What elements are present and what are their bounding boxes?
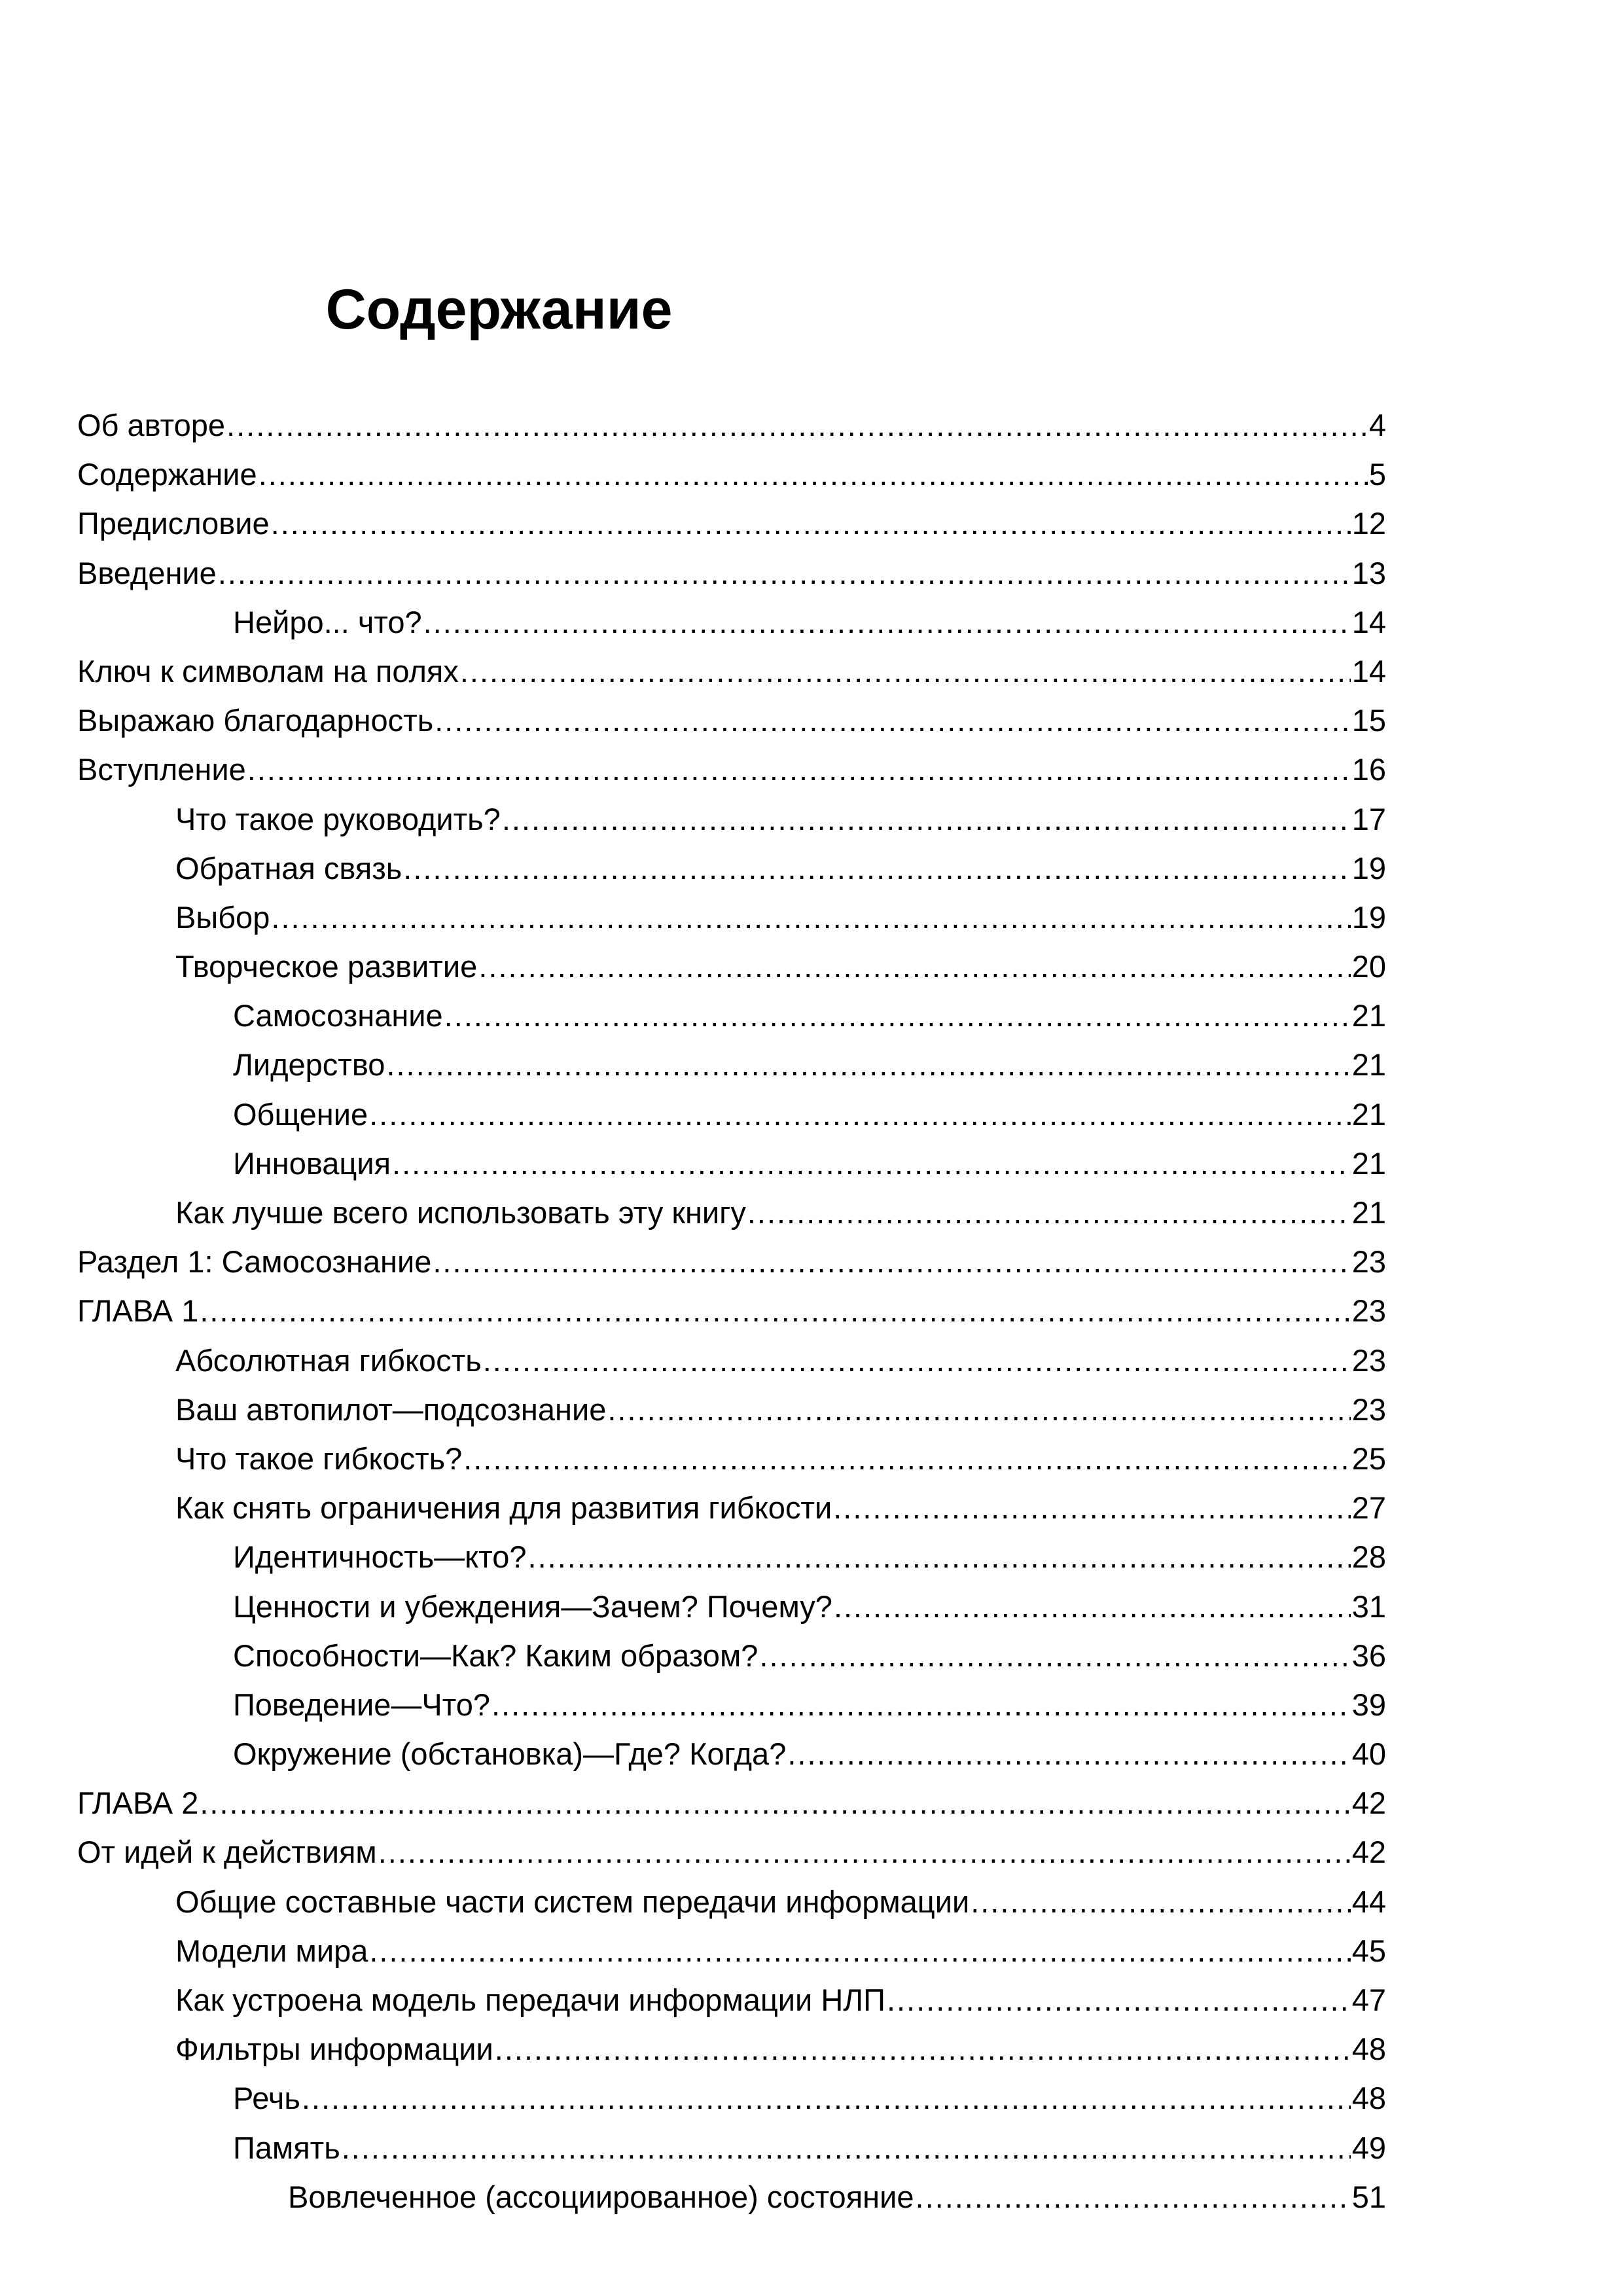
toc-entry-title: Модели мира	[175, 1933, 368, 1968]
toc-entry-page-number: 42	[1351, 1785, 1386, 1821]
toc-entry-page-number: 36	[1351, 1638, 1386, 1673]
toc-entry[interactable]	[77, 450, 1386, 499]
toc-entry[interactable]	[77, 1975, 1386, 2024]
dot-leader	[271, 499, 1351, 548]
dot-leader	[259, 450, 1368, 499]
toc-entry[interactable]	[77, 647, 1386, 696]
dot-leader	[971, 1877, 1350, 1926]
dot-leader	[759, 1631, 1350, 1680]
toc-entry-title: От идей к действиям	[77, 1835, 377, 1870]
toc-entry-title: Идентичность—кто?	[233, 1539, 527, 1575]
toc-entry-title: Содержание	[77, 457, 257, 492]
dot-leader	[302, 2073, 1351, 2123]
dot-leader	[403, 844, 1350, 893]
toc-entry-title: Окружение (обстановка)—Где? Когда?	[233, 1736, 787, 1772]
dot-leader	[747, 1188, 1351, 1237]
toc-entry-page-number: 45	[1351, 1933, 1386, 1968]
toc-entry-page-number: 25	[1351, 1441, 1386, 1476]
toc-entry-title: Что такое гибкость?	[175, 1441, 463, 1476]
toc-entry-page-number: 40	[1351, 1736, 1386, 1772]
dot-leader	[495, 2024, 1351, 2073]
toc-entry-page-number: 15	[1351, 703, 1386, 738]
toc-entry-title: Как устроена модель передачи информации НЛП	[175, 1982, 885, 2017]
toc-entry-title: Память	[233, 2130, 340, 2165]
dot-leader	[444, 991, 1351, 1040]
toc-entry[interactable]	[77, 1237, 1386, 1286]
toc-entry-page-number: 19	[1351, 850, 1386, 886]
toc-entry-title: Ценности и убеждения—Зачем? Почему?	[233, 1588, 832, 1624]
dot-leader	[460, 647, 1351, 696]
toc-entry-title: Творческое развитие	[175, 949, 478, 984]
toc-entry-page-number: 42	[1351, 1835, 1386, 1870]
dot-leader	[386, 1040, 1350, 1089]
toc-entry[interactable]	[77, 1778, 1386, 1827]
toc-entry-title: Поведение—Что?	[233, 1687, 490, 1722]
toc-entry-title: Фильтры информации	[175, 2032, 493, 2067]
toc-entry[interactable]	[77, 795, 1386, 844]
toc-entry[interactable]	[77, 1139, 1386, 1188]
toc-entry[interactable]	[77, 1827, 1386, 1876]
toc-entry[interactable]	[77, 1434, 1386, 1483]
dot-leader	[271, 893, 1350, 942]
toc-entry-page-number: 19	[1351, 899, 1386, 935]
toc-entry-title: Вовлеченное (ассоциированное) состояние	[288, 2179, 914, 2214]
toc-entry-page-number: 23	[1351, 1293, 1386, 1329]
toc-entry-page-number: 23	[1351, 1244, 1386, 1280]
dot-leader	[483, 1336, 1351, 1385]
toc-entry[interactable]	[77, 2123, 1386, 2172]
dot-leader	[463, 1434, 1350, 1483]
toc-entry-page-number: 48	[1351, 2032, 1386, 2067]
page-title: Содержание	[325, 278, 673, 341]
toc-entry-title: Об авторе	[77, 408, 226, 442]
toc-entry-page-number: 23	[1351, 1342, 1386, 1378]
toc-entry-title: Что такое руководить?	[175, 801, 501, 836]
dot-leader	[478, 942, 1350, 991]
toc-entry-title: ГЛАВА 1	[77, 1293, 199, 1329]
toc-entry-page-number: 20	[1351, 949, 1386, 984]
toc-entry-title: Способности—Как? Каким образом?	[233, 1638, 758, 1673]
toc-entry-page-number: 31	[1351, 1588, 1386, 1624]
toc-entry[interactable]	[77, 548, 1386, 598]
toc-entry-page-number: 4	[1368, 408, 1386, 442]
dot-leader	[200, 1778, 1350, 1827]
toc-entry[interactable]	[77, 2073, 1386, 2123]
dot-leader	[200, 1286, 1350, 1335]
toc-entry[interactable]	[77, 2172, 1386, 2221]
toc-entry-page-number: 48	[1351, 2081, 1386, 2116]
toc-entry-page-number: 39	[1351, 1687, 1386, 1722]
toc-entry-title: Самосознание	[233, 998, 443, 1033]
toc-entry-page-number: 16	[1351, 752, 1386, 787]
toc-entry-title: Как лучше всего использовать эту книгу	[175, 1195, 746, 1230]
dot-leader	[226, 401, 1368, 450]
dot-leader	[392, 1139, 1351, 1188]
toc-entry[interactable]	[77, 1680, 1386, 1729]
toc-entry[interactable]	[77, 1483, 1386, 1532]
dot-leader	[502, 795, 1351, 844]
dot-leader	[435, 696, 1351, 745]
toc-entry-title: Раздел 1: Самосознание	[77, 1244, 432, 1280]
toc-entry[interactable]	[77, 1090, 1386, 1139]
dot-leader	[378, 1827, 1351, 1876]
dot-leader	[887, 1975, 1351, 2024]
toc-entry[interactable]	[77, 499, 1386, 548]
toc-entry[interactable]	[77, 893, 1386, 942]
toc-entry-page-number: 51	[1351, 2179, 1386, 2214]
toc-entry[interactable]	[77, 598, 1386, 647]
dot-leader	[916, 2172, 1351, 2221]
dot-leader	[247, 745, 1351, 794]
toc-entry[interactable]	[77, 1532, 1386, 1581]
toc-entry[interactable]	[77, 844, 1386, 893]
dot-leader	[787, 1729, 1350, 1778]
toc-entry-title: Общение	[233, 1096, 368, 1132]
toc-entry-title: ГЛАВА 2	[77, 1785, 199, 1821]
toc-entry[interactable]	[77, 991, 1386, 1040]
dot-leader	[369, 1926, 1350, 1975]
toc-entry-page-number: 14	[1351, 653, 1386, 689]
toc-entry-page-number: 28	[1351, 1539, 1386, 1575]
dot-leader	[491, 1680, 1351, 1729]
toc-entry-page-number: 17	[1351, 801, 1386, 836]
toc-entry-title: Нейро... что?	[233, 604, 422, 639]
toc-entry-page-number: 13	[1351, 555, 1386, 590]
toc-entry[interactable]	[77, 1336, 1386, 1385]
toc-entry-page-number: 23	[1351, 1391, 1386, 1427]
toc-entry-page-number: 44	[1351, 1884, 1386, 1919]
toc-entry-title: Введение	[77, 555, 217, 590]
toc-entry[interactable]	[77, 1040, 1386, 1089]
dot-leader	[433, 1237, 1350, 1286]
toc-entry-title: Ваш автопилот—подсознание	[175, 1391, 607, 1427]
dot-leader	[342, 2123, 1351, 2172]
toc-entry[interactable]	[77, 1877, 1386, 1926]
table-of-contents	[77, 401, 1386, 2221]
toc-entry-page-number: 12	[1351, 506, 1386, 541]
dot-leader	[528, 1532, 1351, 1581]
toc-entry[interactable]	[77, 1926, 1386, 1975]
toc-entry-title: Ключ к символам на полях	[77, 653, 459, 689]
dot-leader	[607, 1385, 1350, 1434]
toc-entry-page-number: 47	[1351, 1982, 1386, 2017]
toc-entry[interactable]	[77, 1385, 1386, 1434]
toc-entry-title: Выбор	[175, 899, 270, 935]
toc-entry-page-number: 21	[1351, 998, 1386, 1033]
toc-entry-page-number: 27	[1351, 1490, 1386, 1526]
toc-entry-title: Абсолютная гибкость	[175, 1342, 482, 1378]
toc-entry-page-number: 21	[1351, 1145, 1386, 1181]
toc-entry-page-number: 21	[1351, 1096, 1386, 1132]
toc-entry-title: Вступление	[77, 752, 246, 787]
toc-entry[interactable]	[77, 1582, 1386, 1631]
toc-entry[interactable]	[77, 2024, 1386, 2073]
toc-entry-page-number: 21	[1351, 1195, 1386, 1230]
toc-entry-page-number: 14	[1351, 604, 1386, 639]
toc-entry-title: Как снять ограничения для развития гибкости	[175, 1490, 832, 1526]
dot-leader	[834, 1582, 1351, 1631]
toc-entry[interactable]	[77, 942, 1386, 991]
dot-leader	[369, 1090, 1351, 1139]
toc-entry-page-number: 49	[1351, 2130, 1386, 2165]
toc-entry[interactable]	[77, 745, 1386, 794]
toc-entry-page-number: 5	[1368, 457, 1386, 492]
toc-entry[interactable]	[77, 696, 1386, 745]
toc-entry[interactable]	[77, 401, 1386, 450]
toc-entry[interactable]	[77, 1188, 1386, 1237]
toc-entry-title: Речь	[233, 2081, 300, 2116]
dot-leader	[218, 548, 1351, 598]
toc-entry-title: Предисловие	[77, 506, 270, 541]
toc-entry[interactable]	[77, 1729, 1386, 1778]
dot-leader	[833, 1483, 1350, 1532]
toc-entry[interactable]	[77, 1631, 1386, 1680]
toc-entry-title: Лидерство	[233, 1047, 385, 1083]
toc-entry-title: Инновация	[233, 1145, 391, 1181]
toc-entry-title: Обратная связь	[175, 850, 402, 886]
toc-entry[interactable]	[77, 1286, 1386, 1335]
dot-leader	[423, 598, 1351, 647]
toc-entry-title: Общие составные части систем передачи информации	[175, 1884, 970, 1919]
toc-entry-page-number: 21	[1351, 1047, 1386, 1083]
toc-entry-title: Выражаю благодарность	[77, 703, 434, 738]
